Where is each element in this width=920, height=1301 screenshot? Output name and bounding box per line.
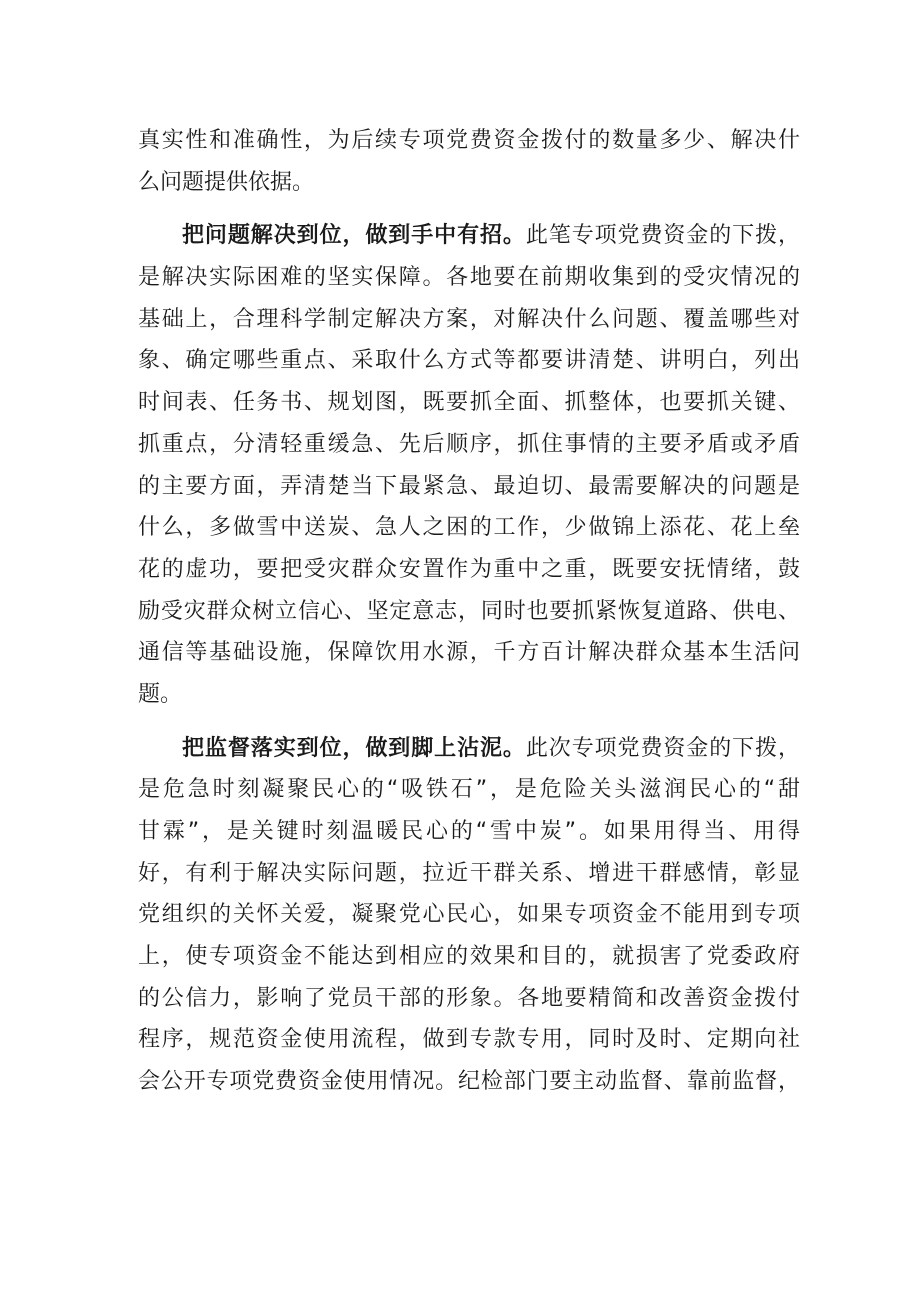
text-line: 时间表、任务书、规划图，既要抓全面、抓整体，也要抓关键、 [138, 390, 800, 416]
text-line: 是危急时刻凝聚民心的“吸铁石”，是危险关头滋润民心的“甜 [138, 777, 800, 803]
text-line [138, 728, 800, 770]
text-line: 象、确定哪些重点、采取什么方式等都要讲清楚、讲明白，列出 [138, 348, 800, 374]
document-body [138, 120, 800, 1103]
text-line [138, 215, 800, 257]
text-line: 是解决实际困难的坚实保障。各地要在前期收集到的受灾情况的 [138, 265, 800, 291]
text-line: 真实性和准确性，为后续专项党费资金拨付的数量多少、解决什 [138, 128, 800, 153]
text-line: 好，有利于解决实际问题，拉近干群关系、增进干群感情，彰显 [138, 860, 800, 886]
text-line: 花的虚功，要把受灾群众安置作为重中之重，既要安抚情绪，鼓 [138, 556, 800, 582]
text-line: 甘霖”，是关键时刻温暖民心的“雪中炭”。如果用得当、用得 [138, 819, 800, 844]
text-line: 的主要方面，弄清楚当下最紧急、最迫切、最需要解决的问题是 [138, 473, 800, 499]
text-line: 么问题提供依据。 [138, 169, 315, 195]
paragraph-2 [138, 215, 800, 715]
text-line: 基础上，合理科学制定解决方案，对解决什么问题、覆盖哪些对 [138, 306, 800, 332]
text-line: 什么，多做雪中送炭、急人之困的工作，少做锦上添花、花上垒 [138, 515, 800, 541]
text-span: 此笔专项党费资金的下拨， [525, 223, 800, 249]
paragraph-1 [138, 120, 800, 203]
text-line: 抓重点，分清轻重缓急、先后顺序，抓住事情的主要矛盾或矛盾 [138, 431, 800, 457]
text-line: 题。 [138, 681, 183, 707]
text-line: 励受灾群众树立信心、坚定意志，同时也要抓紧恢复道路、供电、 [138, 598, 800, 624]
text-line: 党组织的关怀关爱，凝聚党心民心，如果专项资金不能用到专项 [138, 902, 800, 928]
text-line: 上，使专项资金不能达到相应的效果和目的，就损害了党委政府 [138, 944, 800, 970]
text-line: 会公开专项党费资金使用情况。纪检部门要主动监督、靠前监督， [138, 1069, 800, 1095]
text-line: 通信等基础设施，保障饮用水源，千方百计解决群众基本生活问 [138, 640, 800, 666]
text-line: 的公信力，影响了党员干部的形象。各地要精简和改善资金拨付 [138, 985, 800, 1011]
paragraph-3 [138, 728, 800, 1103]
text-line: 程序，规范资金使用流程，做到专款专用，同时及时、定期向社 [138, 1027, 800, 1053]
paragraph-heading: 把监督落实到位，做到脚上沾泥。 [182, 735, 526, 761]
text-span: 此次专项党费资金的下拨， [525, 735, 800, 761]
paragraph-heading: 把问题解决到位，做到手中有招。 [182, 223, 526, 249]
